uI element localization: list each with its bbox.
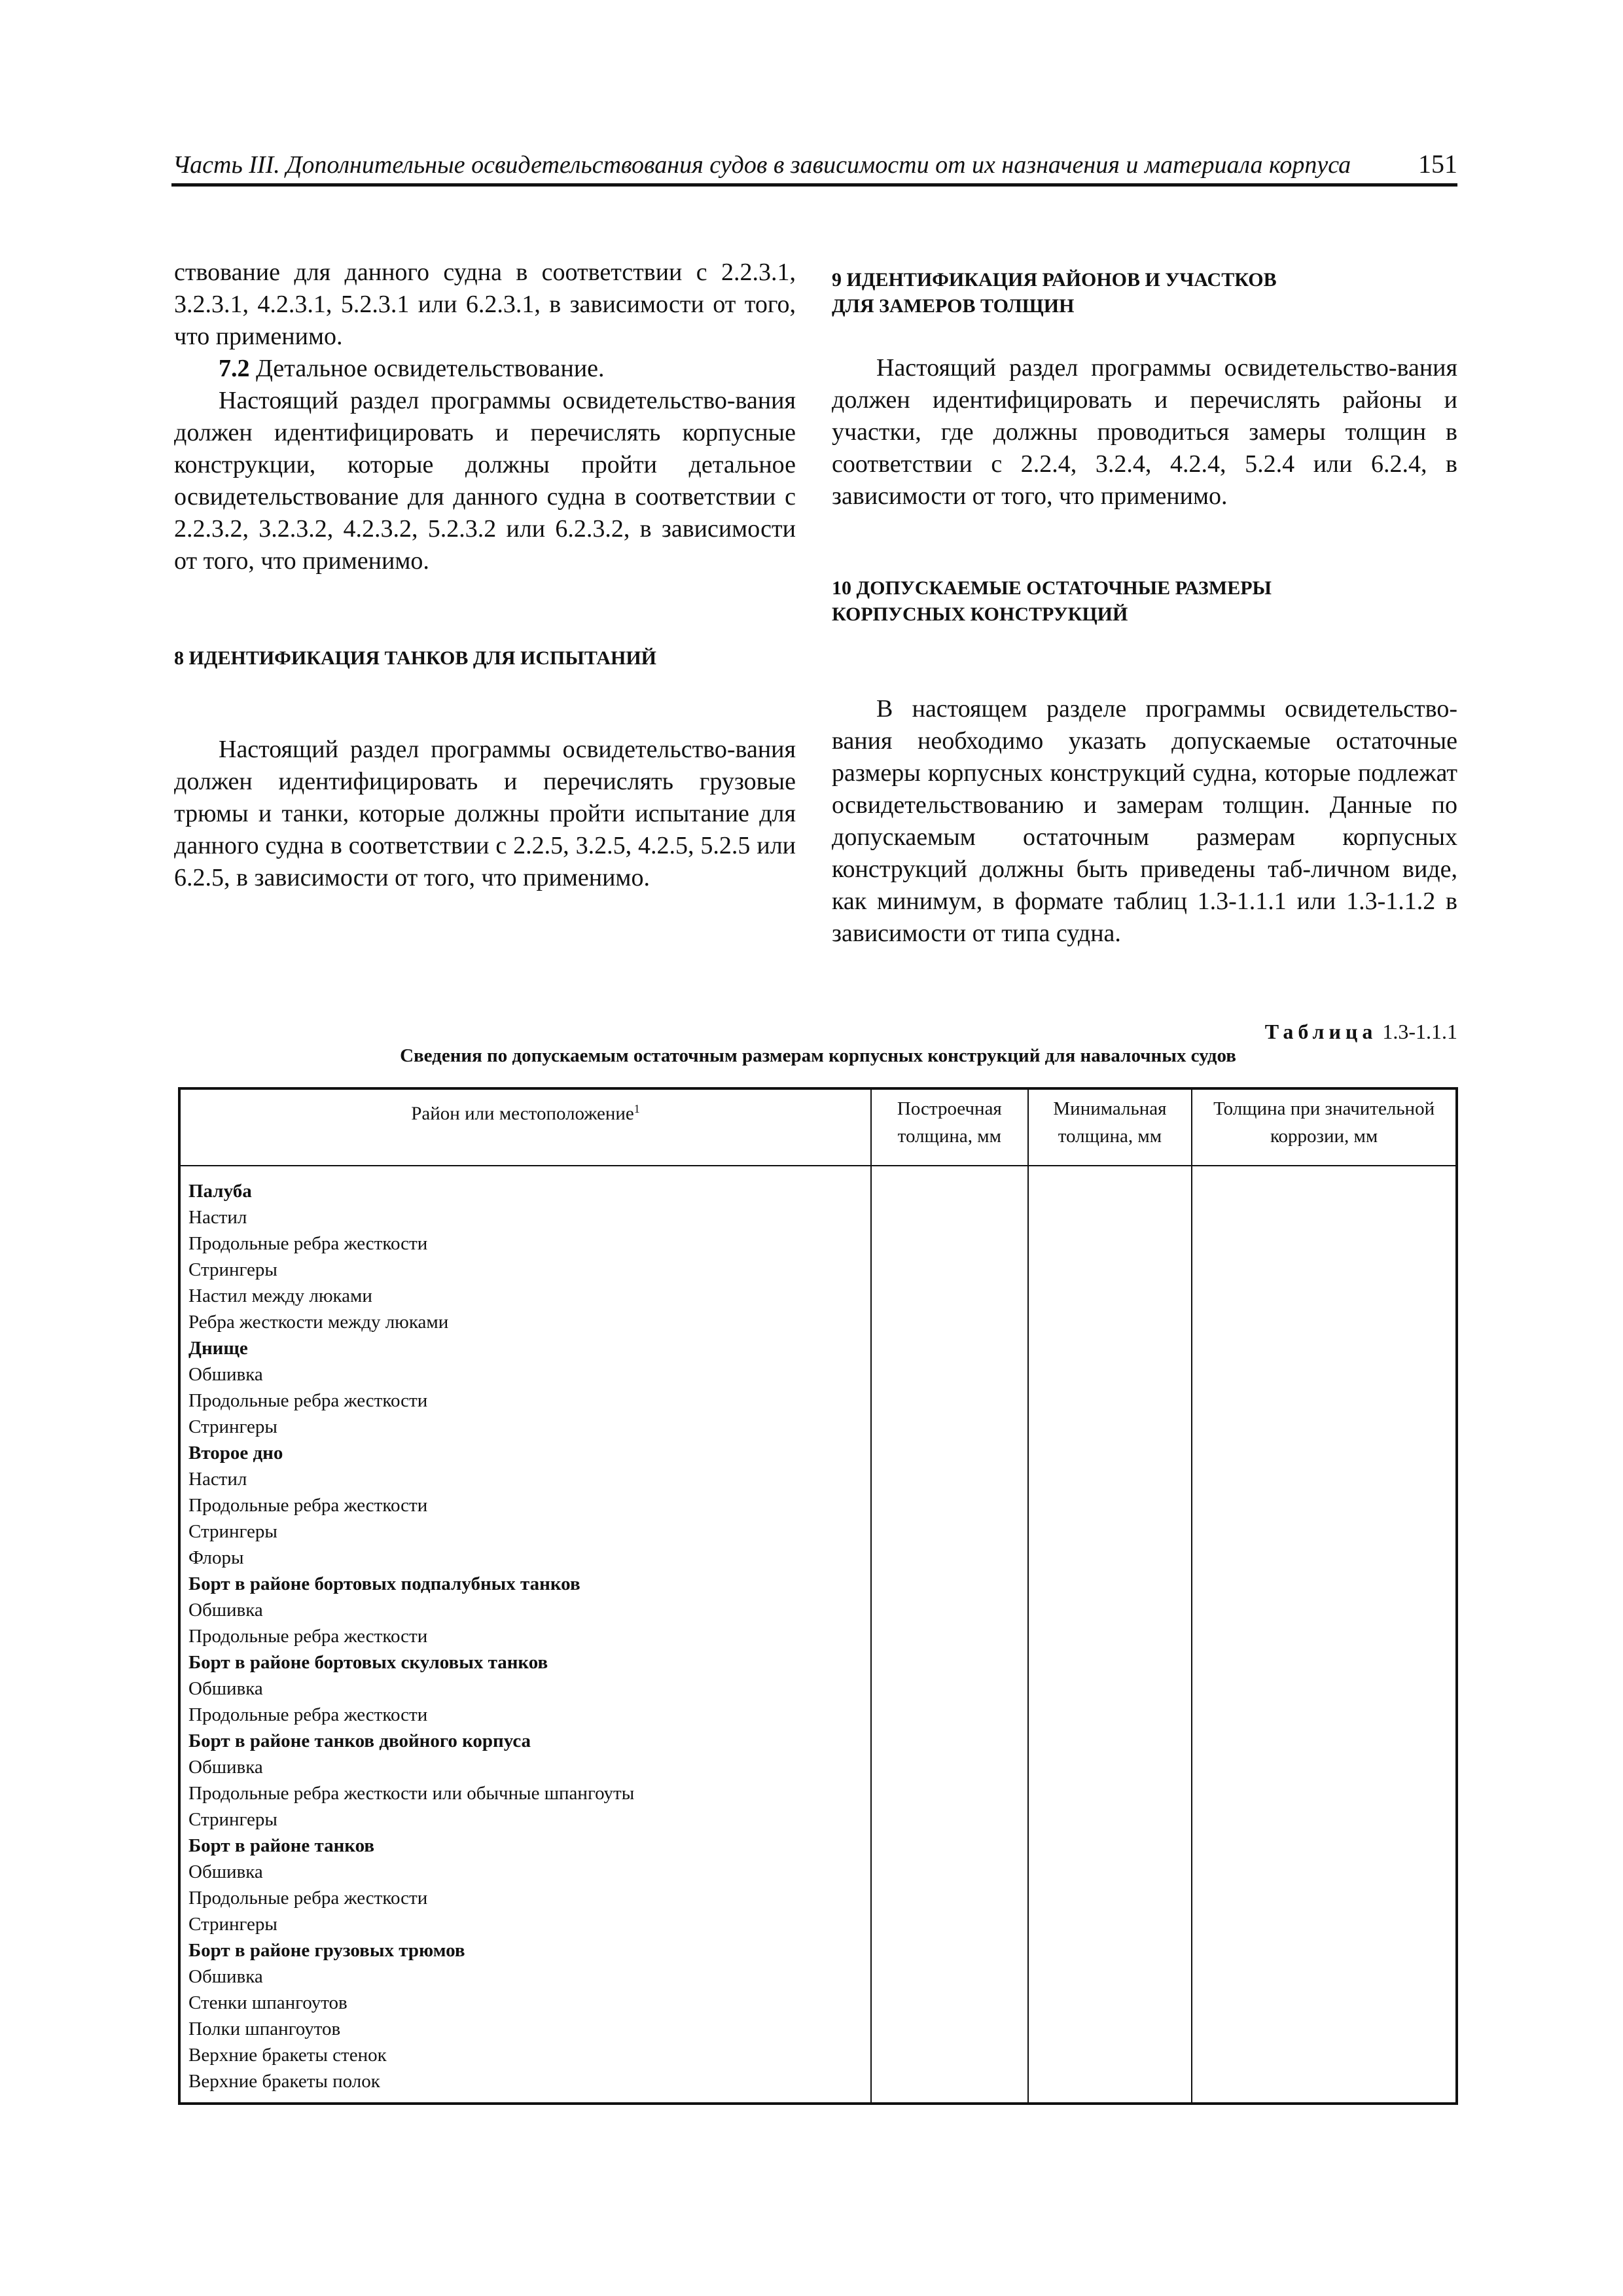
running-header bbox=[171, 140, 1457, 187]
table-body-row bbox=[179, 1166, 1457, 2104]
table-label-word: Таблица bbox=[1264, 1020, 1378, 1043]
table-row: Стрингеры bbox=[188, 1259, 277, 1280]
table-label-number: 1.3-1.1.1 bbox=[1382, 1020, 1457, 1043]
subsection-7-2-text: Настоящий раздел программы освидетельство-вания должен идентифицировать и перечислять корпусные конструкции, которые должны пройти детальное освидетельствование для данного судна в соответствии с 2.2.3.2, 3.2.3.2, 4.2.3.2, 5.2.3.2 или 6.2.3.2, в зависимости от того, что применимо. bbox=[174, 387, 796, 575]
section-10-heading-line1: 10 ДОПУСКАЕМЫЕ ОСТАТОЧНЫЕ РАЗМЕРЫ bbox=[832, 577, 1272, 599]
table-label bbox=[1265, 1020, 1457, 1044]
table-row: Верхние бракеты стенок bbox=[188, 2045, 387, 2066]
table-row: Продольные ребра жесткости bbox=[188, 1626, 428, 1647]
section-10-text: В настоящем разделе программы освидетельство-вания необходимо указать допускаемые остаточные размеры корпусных конструкций судна, которые подлежат освидетельствованию и замерам толщин. Данные по допускаемым остаточным размерам корпусных конструкций должны быть приведены таб-личном виде, как минимум, в формате таблиц 1.3-1.1.1 или 1.3-1.1.2 в зависимости от типа судна. bbox=[832, 695, 1457, 947]
table-row: Палуба bbox=[188, 1181, 252, 1202]
location-list-cell bbox=[179, 1166, 871, 2104]
running-title: Часть III. Дополнительные освидетельствования судов в зависимости от их назначения и материала корпуса bbox=[173, 151, 1351, 179]
table-row: Обшивка bbox=[188, 1364, 263, 1385]
thickness-table bbox=[178, 1087, 1458, 2105]
table-row: Стенки шпангоутов bbox=[188, 1992, 348, 2013]
table-row: Ребра жесткости между люками bbox=[188, 1312, 449, 1333]
table-row: Борт в районе бортовых скуловых танков bbox=[188, 1652, 548, 1673]
table-row: Продольные ребра жесткости или обычные шпангоуты bbox=[188, 1783, 635, 1804]
table-row: Продольные ребра жесткости bbox=[188, 1495, 428, 1516]
table-row: Обшивка bbox=[188, 1757, 263, 1778]
table-row: Днище bbox=[188, 1338, 248, 1359]
table-header-row bbox=[179, 1088, 1457, 1166]
table-row: Настил между люками bbox=[188, 1285, 372, 1306]
table-row: Настил bbox=[188, 1469, 247, 1490]
table-row: Стрингеры bbox=[188, 1914, 277, 1935]
table-row: Стрингеры bbox=[188, 1521, 277, 1542]
right-column bbox=[832, 257, 1457, 950]
table-row: Борт в районе танков bbox=[188, 1835, 375, 1856]
table-row: Обшивка bbox=[188, 1600, 263, 1621]
subsection-number: 7.2 bbox=[219, 355, 250, 382]
table-row: Флоры bbox=[188, 1547, 244, 1568]
minimum-cell bbox=[1028, 1166, 1192, 2104]
table-row: Продольные ребра жесткости bbox=[188, 1704, 428, 1725]
header-substantial-corrosion-thickness: Толщина при значительной коррозии, мм bbox=[1192, 1088, 1457, 1166]
subsection-title: Детальное освидетельствование. bbox=[256, 355, 605, 382]
header-minimum-thickness: Минимальная толщина, мм bbox=[1028, 1088, 1192, 1166]
table-row: Верхние бракеты полок bbox=[188, 2071, 380, 2092]
table-row: Стрингеры bbox=[188, 1809, 277, 1830]
table-row: Борт в районе бортовых подпалубных танков bbox=[188, 1573, 580, 1594]
section-9-text: Настоящий раздел программы освидетельство-вания должен идентифицировать и перечислять районы и участки, где должны проводиться замеры толщин в соответствии с 2.2.4, 3.2.4, 4.2.4, 5.2.4 или 6.2.4, в зависимости от того, что применимо. bbox=[832, 354, 1457, 510]
subsection-7-2-title bbox=[174, 353, 796, 385]
table-row: Продольные ребра жесткости bbox=[188, 1233, 428, 1254]
section-8-heading: 8 ИДЕНТИФИКАЦИЯ ТАНКОВ ДЛЯ ИСПЫТАНИЙ bbox=[174, 647, 657, 669]
page-number: 151 bbox=[1418, 149, 1457, 179]
table-row: Борт в районе танков двойного корпуса bbox=[188, 1731, 531, 1751]
table-row: Обшивка bbox=[188, 1678, 263, 1699]
continued-paragraph: ствование для данного судна в соответствии с 2.2.3.1, 3.2.3.1, 4.2.3.1, 5.2.3.1 или 6.2.3.1, в зависимости от того, что применимо. bbox=[174, 259, 796, 350]
table-row: Продольные ребра жесткости bbox=[188, 1390, 428, 1411]
as-built-cell bbox=[871, 1166, 1028, 2104]
table-row: Продольные ребра жесткости bbox=[188, 1888, 428, 1909]
table-row: Обшивка bbox=[188, 1861, 263, 1882]
section-10-heading-line2: КОРПУСНЫХ КОНСТРУКЦИЙ bbox=[832, 603, 1128, 625]
section-8-text: Настоящий раздел программы освидетельство-вания должен идентифицировать и перечислять грузовые трюмы и танки, которые должны пройти испытание для данного судна в соответствии с 2.2.5, 3.2.5, 4.2.5, 5.2.5 или 6.2.5, в зависимости от того, что применимо. bbox=[174, 736, 796, 891]
header-as-built-thickness: Построечная толщина, мм bbox=[871, 1088, 1028, 1166]
table-row: Полки шпангоутов bbox=[188, 2018, 341, 2039]
section-9-heading-line1: 9 ИДЕНТИФИКАЦИЯ РАЙОНОВ И УЧАСТКОВ bbox=[832, 269, 1277, 291]
footnote-marker: 1 bbox=[633, 1102, 640, 1115]
table-row: Борт в районе грузовых трюмов bbox=[188, 1940, 465, 1961]
header-location: Район или местоположение$^1$ bbox=[179, 1088, 871, 1166]
table-title: Сведения по допускаемым остаточным размерам корпусных конструкций для навалочных судов bbox=[400, 1045, 1236, 1066]
table-row: Настил bbox=[188, 1207, 247, 1228]
section-9-heading-line2: ДЛЯ ЗАМЕРОВ ТОЛЩИН bbox=[832, 295, 1075, 317]
table-row: Обшивка bbox=[188, 1966, 263, 1987]
table-row: Второе дно bbox=[188, 1443, 283, 1463]
table-row: Стрингеры bbox=[188, 1416, 277, 1437]
left-column bbox=[174, 257, 796, 894]
substantial-cell bbox=[1192, 1166, 1457, 2104]
